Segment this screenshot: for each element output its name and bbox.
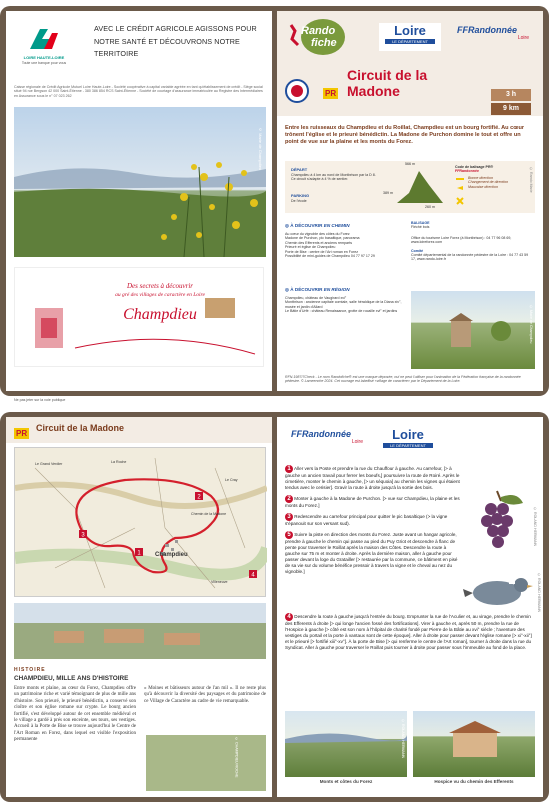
promo-line-2: au gré des villages de caractère en Loire [115,292,205,298]
route-title-line-1: Circuit de la [347,67,428,83]
map-label: La Roche [111,460,127,464]
chemin-list [285,232,405,258]
loire-logo [379,23,441,51]
forez-hills-photo [285,711,407,777]
duration-box [491,89,531,101]
map-label: Le Cray [225,478,238,482]
balisage-label: BALISAGE [411,221,430,225]
do-not-litter-notice: Ne pas jeter sur la voie publique [14,398,66,402]
info-panel [285,161,535,213]
region-title: À DÉCOUVRIR [290,287,323,292]
altitude-min: 389 m [383,191,393,195]
grapes-credit: © ROLAND HERMANN [533,507,537,547]
step-number: 5 [285,531,293,539]
yellow-marks-icon [455,176,465,206]
photo-credit-3: © ROLAND HERMANN [401,719,405,759]
parking-text: De l'école [291,199,307,203]
map-step-2: 2 [197,494,201,501]
altitude-max: 566 m [405,162,415,166]
list-item: Au cœur du vignoble des côtes du Forez [285,232,350,236]
list-item: Madone de Purchon, pic basaltique, panorama [285,236,360,241]
step-text: Aller vers la Poste et prendre la rue du Chauffour à gauche. Au carrefour, [> à gauche un ancien travail pour ferrer les boeufs,] poursuivre la route de Roiré. Après le cimetière, monter le chemin à gauche, [> un séquoia] au chemin les vignes qui étaient tendus avec le cerisier]. Gravir la route à droite jusqu'à la sortie des bois. [285,466,460,490]
list-item: Possibilité de mini-guides de Champdieu 04 77 97 17 29 [285,254,375,259]
list-item: Chemin des Efferents et anciens remparts [285,240,353,245]
loire-logo-2 [377,427,439,455]
credit-agricole-headline: AVEC LE CRÉDIT AGRICOLE AGISSONS POUR NOTRE SANTÉ ET DÉCOUVRONS NOTRE TERRITOIRE [94,24,257,58]
map-label: Chemin de la Madone [191,512,227,516]
direction-step [285,465,461,491]
tower-photo [411,291,535,369]
list-item: Le Bâtie d'Urfé : château Renaissance, grotte de rocaille xvi° et jardins [285,309,398,314]
town-aerial-photo [14,603,266,659]
pr-badge-text: PR [325,89,337,98]
ff-word: FFRandonnée [457,25,517,35]
chemin-section [285,223,405,258]
rando-fiche-logo [283,17,347,57]
elevation-profile [395,165,445,205]
hospice-photo [413,711,535,777]
ff-sub-2: Loire [351,439,363,445]
champdieu-promo [14,267,264,367]
logo-name: LOIRE HAUTE-LOIRE [23,55,65,60]
history-kicker: HISTOIRE [14,667,46,673]
loire-word-2: Loire [392,427,424,442]
comite-text: Comité départemental de la randonnée pédestre de la Loire : 04 77 43 59 17, www.rando-loire.fr [411,253,529,262]
comite-label: Comité [411,248,424,253]
step-text: Suivre la piste en direction des monts du Forez. Juste avant un hangar agricole, prendre à gauche le chemin qui passe au pied du Puy Griot et descendre à flanc de pente pour traverser le Roillat après la maison des Côtes. Descendre la route à gauche sur 75 m et monter à droite. Après la dernière maison, aller à gauche pour passer devant la loge du Gratailler [> restaurée par la commune, ce bâtiment en pisé de sa vie sur du volume bénéfice pressoir à travers la vigne et le cheval au nez du vignoble.] [285,532,458,574]
promo-town: Champdieu [123,306,197,323]
map-town-label: Champdieu [155,552,188,558]
history-credit: © CHAMPDIEU ROCHE [234,737,239,778]
chemin-title-2: EN CHEMIN [323,223,350,228]
caption-left: Monts et côtes du Forez [319,779,373,784]
balisage-value: Fléché bois [411,225,430,230]
grapes-illustration [467,487,537,557]
balisage-title: Code de balisage PR® [455,165,494,169]
cover-left-page [6,11,272,391]
loire-dept-2: LE DÉPARTEMENT [383,443,433,448]
direction-step-long [285,613,535,651]
list-item: Porte de Bise : centre de l'Art roman en Forez [285,249,358,254]
parking-label: PARKING [291,193,310,198]
history-column-1: Entre monts et plaine, au cœur du Forez, Champdieu offre un patrimoine riche et varié témoignant de plus de mille ans d'histoire. Son prieuré, le prieuré bénédictin, a conservé son cloître et son église romane sur crypte. Le bourg ancien fortifié, s'est développé autour de cet ensemble médiéval et le village a gardé à prés son enceinte, ses tours, ses vestiges. Accueil à la Porte de Bise se trouve aujourd'hui le Centre de l'Art Roman en Forez, dans lequel est visible l'exposition permanente [14,686,136,743]
step-text: Monter à gauche à la Madone de Purchon. [> vue sur Champdieu, la plaine et les monts du Forez.] [285,496,460,508]
bottom-spread [0,412,549,802]
balisage-good: Bonne direction [468,175,493,180]
vineyard-landscape-photo [14,107,266,257]
map-pr-badge-text: PR [16,429,28,438]
top-spread [0,6,549,396]
credit-agricole-logo [14,25,74,75]
history-column-2: « Moines et bâtisseurs autour de l'an mil ». Il ne reste plus qu'à découvrir la diversité des paysages et du patrimoine de ce Village de Caractère au cadre de vie remarquable. [144,686,266,704]
depart-label: DÉPART [291,167,308,172]
ffrandonnee-logo [457,25,529,51]
photo-credit-2: © Marie de Champdieu [529,305,533,344]
ffrandonnee-logo-2 [291,429,363,445]
logo-tagline: Toute une banque pour vous [21,61,67,65]
ff-sub: Loire [517,35,529,41]
region-list [285,296,405,314]
step-number: 1 [285,465,293,473]
elevation-gain: 260 m [425,205,435,209]
direction-step [285,531,461,575]
route-title-line-2: Madone [347,83,400,99]
caption-right: Hospice vu du chemin des Efferents [434,779,514,784]
map-left-page [6,417,272,797]
step-text: Redescendre au carrefour principal pour quitter le pic basaltique (> la vigne s'épanouit sur son versant sud). [285,514,448,526]
distance-box [491,103,531,115]
step-number: 2 [285,495,293,503]
region-section [285,287,405,314]
step-number: 4 [285,613,293,621]
direction-step [285,513,461,527]
promo-line-1: Des secrets à découvrir [126,282,194,290]
practical-info [411,221,531,262]
cover-right-page [277,11,543,391]
distance: 9 km [503,105,519,112]
route-title [347,67,427,99]
balisage-wrong: Mauvaise direction [468,184,498,189]
binoculars-icon: ◎ [285,223,290,228]
pr-badge [323,83,338,101]
step-number: 3 [285,513,293,521]
intro-text: Entre les ruisseaux du Champdieu et du Roillat, Champdieu est un bourg fortifié. Au cœur trônent l'église et le prieuré bénédictin. La Madone de Purchon domine le tout et offre un point de vue sur la plaine et les monts du Forez. [285,125,525,146]
photo-credit: © Marie de Champdieu [258,127,263,171]
directions-right-page [277,417,543,797]
map-step-3: 3 [81,532,85,539]
pigeon-credit: © ROLAND HERMANN [537,573,541,613]
map-pr-badge [14,423,29,441]
legal-text: Caisse régionale de Crédit Agricole Mutuel Loire Haute-Loire - Société coopérative à capital variable agréée en tant qu'établissement de crédit - Siège social situé 94 rue Bergson 42 000 Saint-Étienne - 380 386 854 RCS Saint-Étienne - Société de courtage d'assurance immatriculée au Registre des Intermédiaires en Assurance sous le n° 07 023 262 [14,85,263,98]
pigeon-illustration [463,567,541,615]
region-title-2: EN RÉGION [323,287,350,292]
duration: 3 h [505,91,517,98]
footer-legal: RFN.1987/7Check - Le nom Randofiche® est une marque déposée, nul ne peut l'utiliser pour l'animation de la Fédération française de la randonnée pédestre. © Lameenche 2024. Cet ouvrage est labellisé «village de caractère» par le Département de la Loire. [285,375,521,384]
landscape-photo-small [146,735,266,791]
balisage-org: FFRandonnée [455,169,479,174]
directions-list [285,465,461,579]
map-label: Villeneuve [211,580,228,584]
list-item: Prieuré et église de Champdieu [285,245,336,250]
loire-dept: LE DÉPARTEMENT [385,39,435,44]
fiche-word: fiche [311,37,337,49]
rando-word: Rando [301,25,336,37]
ff-word-2: FFRandonnée [291,429,351,439]
binoculars-icon: ◎ [285,287,290,292]
history-section [14,667,266,744]
list-item: Montbrison : ancienne capitale comtale, salle héraldique de la Diana xiv°, musée et jardin d'Allard [285,300,402,309]
list-item: Champdieu, château de Vaugirard xvi° [285,296,347,300]
map-step-1: 1 [137,550,141,557]
route-map [14,447,266,597]
direction-step [285,495,461,509]
balisage-legend [455,165,531,211]
step-text: Descendre la route à gauche jusqu'à l'entrée du bourg. Emprunter la rue de l'Aculier et, au virage, prendre le chemin des Efferents à droite [> qui longe l'ancien fossé des fortifications]. Virer à gauche et, après 50 m, prendre la rue de l'Hospice à gauche [> côté est son nom à l'hôpital de charité fondé par Pierre de la Bâtie au xvi° siècle ; l'aventure des vestiges du portail et la porte à vantaux sont de cette époque]. Aller à droite pour passer devant l'église romane [> xi°-xii°] et le prieuré [> fortifié xiii°-xv°]. À la porte de Bise [> qui renferme le centre de l'Art roman], tourner à droite dans la rue du Syndicat. Aller à gauche pour traverser le Roillat puis tourner à droite pour passer sous l'immeuble au fond de la place. [285,614,532,650]
ffrp-seal-icon [285,79,309,103]
chemin-title: À DÉCOUVRIR [290,223,323,228]
balisage-turn: Changement de direction [468,180,509,185]
map-label: Le Grand Verdier [35,462,63,466]
side-copyright: © Rando Marie [529,167,533,193]
map-step-4: 4 [251,572,255,579]
loire-word: Loire [394,23,426,38]
tourism-office: Office du tourisme Loire Forez (à Montbrison) : 04 77 96 08 69, www.loireforez.com [411,235,512,245]
depart-text: Champdieu à 4 km au nord de Montbrison par la D 8. Ce circuit s'adapte à 4 % de sentier. [291,173,376,182]
history-title: CHAMPDIEU, MILLE ANS D'HISTOIRE [14,675,129,682]
map-title: Circuit de la Madone [36,423,125,433]
